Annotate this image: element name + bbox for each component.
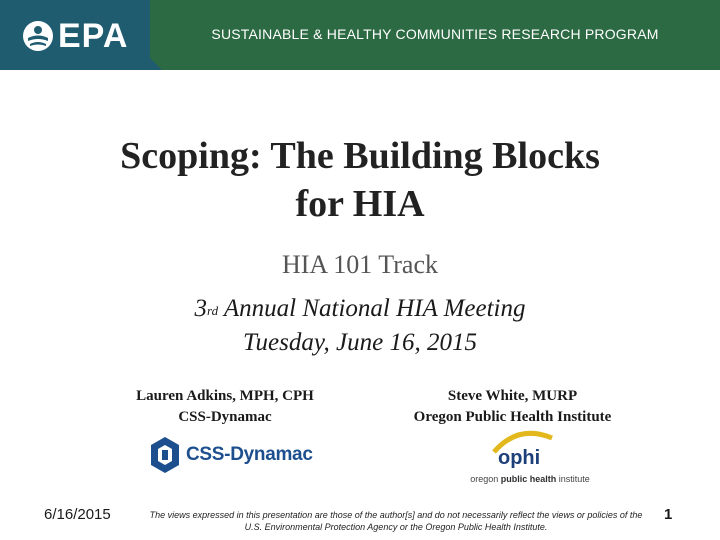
epa-logo-text: EPA: [58, 17, 129, 55]
title-line-1: Scoping: The Building Blocks: [120, 135, 600, 177]
meeting-date: Tuesday, June 16, 2015: [242, 329, 477, 356]
meeting-info: [0, 292, 720, 360]
meeting-title: Annual National HIA Meeting: [218, 295, 526, 322]
presenter-1-name: Lauren Adkins, MPH, CPH: [136, 388, 314, 404]
css-dynamac-emblem-icon: [150, 436, 180, 474]
title-line-2: for HIA: [295, 183, 425, 225]
ophi-logo: [450, 426, 610, 486]
meeting-ordinal: rd: [207, 303, 219, 318]
ophi-sub-suffix: institute: [556, 474, 590, 484]
meeting-number: 3: [194, 295, 208, 322]
ophi-logo-text: ophi: [498, 447, 541, 469]
css-dynamac-logo-text: CSS-Dynamac: [186, 444, 313, 465]
epa-logo: [22, 19, 128, 53]
presenter-2-name: Steve White, MURP: [447, 388, 578, 404]
presenter-1: [100, 386, 350, 428]
ophi-sub-prefix: oregon: [470, 474, 501, 484]
page-number: 1: [664, 506, 673, 523]
epa-flower-icon: [22, 20, 54, 52]
meeting-name: [0, 292, 720, 326]
slide-title: [0, 132, 720, 228]
footer-date: 6/16/2015: [44, 506, 111, 523]
css-dynamac-logo: [150, 436, 313, 474]
program-name: SUSTAINABLE & HEALTHY COMMUNITIES RESEARCH PROGRAM: [211, 26, 659, 42]
presenter-1-org: CSS-Dynamac: [178, 409, 272, 425]
footer-disclaimer: The views expressed in this presentation are those of the author[s] and do not necessarily reflect the views or policies of the U.S. Environmental Protection Agency or the Oregon Public Health Institute.: [149, 510, 643, 532]
header-banner: [0, 0, 720, 70]
ophi-sub-bold: public health: [500, 474, 557, 484]
track-label: HIA 101 Track: [281, 250, 438, 279]
ophi-logo-subtitle: [450, 474, 610, 484]
presenter-2: [385, 386, 640, 428]
presenter-2-org: Oregon Public Health Institute: [413, 409, 612, 425]
